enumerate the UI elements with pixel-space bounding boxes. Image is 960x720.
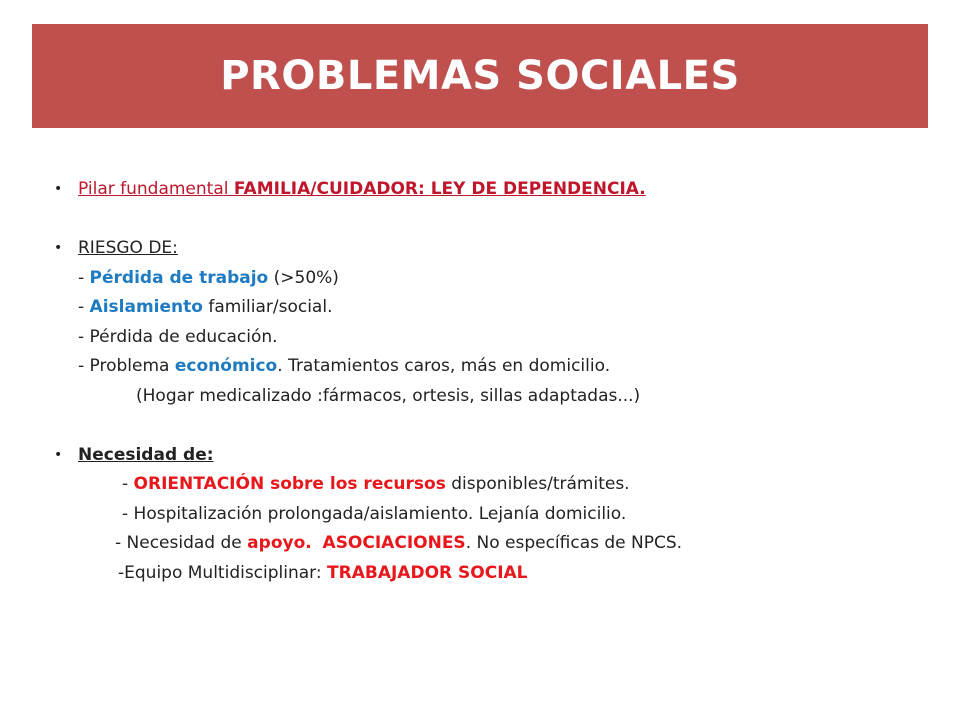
item-prefix: - Necesidad de <box>115 533 248 553</box>
riesgo-note <box>54 382 914 412</box>
spacer <box>54 205 914 235</box>
item-suffix: . Tratamientos caros, más en domicilio. <box>277 356 611 376</box>
item-prefix: - <box>78 267 90 288</box>
item-prefix: - <box>122 474 134 494</box>
item-suffix: familiar/social. <box>202 297 333 317</box>
riesgo-item-trabajo <box>54 264 914 294</box>
necesidad-heading: Necesidad de: <box>78 444 214 465</box>
spacer <box>54 411 914 441</box>
necesidad-item-orientacion <box>54 470 914 500</box>
item-separator <box>312 533 323 553</box>
necesidad-item-equipo <box>54 559 914 589</box>
item-prefix: -Equipo Multidisciplinar: <box>118 562 328 583</box>
item-prefix: - Problema <box>78 356 175 376</box>
pilar-text <box>78 179 646 199</box>
item-suffix: . No específicas de NPCS. <box>465 533 683 553</box>
bullet-icon: • <box>54 240 63 256</box>
item-key-apoyo: apoyo. <box>247 533 312 553</box>
item-key: Pérdida de trabajo <box>89 267 269 288</box>
item-key-asociaciones: ASOCIACIONES <box>322 533 466 553</box>
title-bar <box>32 24 928 128</box>
item-prefix: - <box>78 297 90 317</box>
bullet-icon: • <box>54 446 63 463</box>
item-key: ORIENTACIÓN sobre los recursos <box>133 474 446 494</box>
item-key: Aislamiento <box>89 297 203 317</box>
riesgo-heading: RIESGO DE: <box>78 238 178 258</box>
riesgo-item-economico <box>54 352 914 382</box>
item-text: - Hospitalización prolongada/aislamiento. Lejanía domicilio. <box>122 503 627 524</box>
item-text: - Pérdida de educación. <box>78 326 278 347</box>
pilar-prefix: Pilar fundamental <box>78 179 234 199</box>
item-key: TRABAJADOR SOCIAL <box>327 562 528 583</box>
bullet-riesgo-de <box>54 234 914 264</box>
bullet-pilar-fundamental <box>54 175 914 205</box>
slide-content <box>54 175 914 588</box>
riesgo-item-aislamiento <box>54 293 914 323</box>
riesgo-item-educacion <box>54 323 914 353</box>
necesidad-item-hospitalizacion <box>54 500 914 530</box>
bullet-icon: • <box>54 181 63 197</box>
item-suffix: (>50%) <box>268 267 339 288</box>
slide-title: PROBLEMAS SOCIALES <box>220 53 740 99</box>
pilar-emphasis: FAMILIA/CUIDADOR: LEY DE DEPENDENCIA. <box>233 179 646 199</box>
necesidad-item-apoyo <box>54 529 914 559</box>
item-key: económico <box>174 356 278 376</box>
bullet-necesidad-de <box>54 441 914 471</box>
note-text: (Hogar medicalizado :fármacos, ortesis, sillas adaptadas...) <box>136 385 641 406</box>
item-suffix: disponibles/trámites. <box>445 474 630 494</box>
